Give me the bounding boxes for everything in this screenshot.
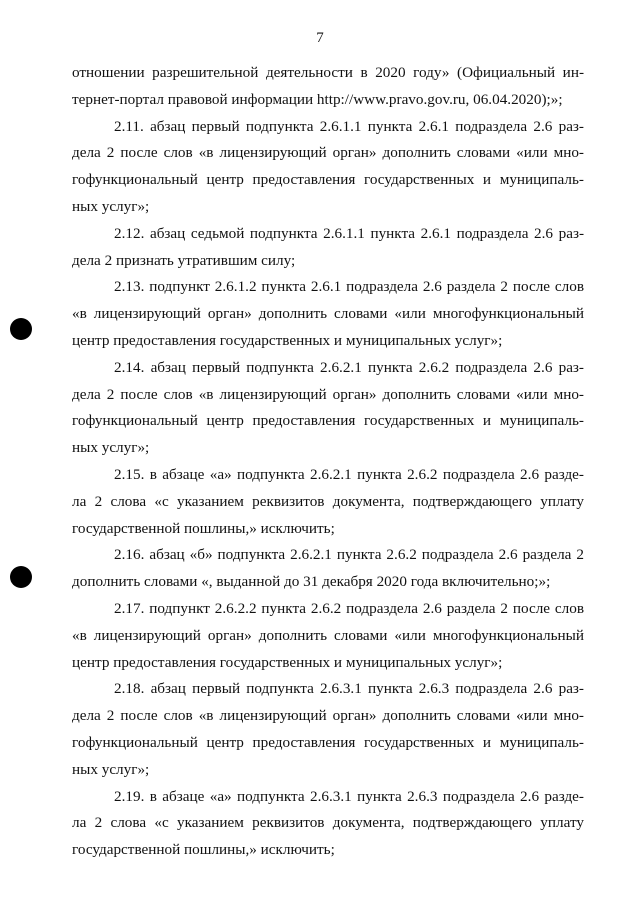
text-line: дела 2 после слов «в лицензирующий орган» дополнить словами «или мно- <box>72 707 584 725</box>
text-line: гофункциональный центр предоставления государственных и муниципаль- <box>72 733 584 751</box>
text-line: центр предоставления государственных и муниципальных услуг»; <box>72 331 503 349</box>
text-line: ла 2 слова «с указанием реквизитов документа, подтверждающего уплату <box>72 492 584 510</box>
document-body <box>72 60 584 864</box>
paragraph-first-line: 2.14. абзац первый подпункта 2.6.2.1 пункта 2.6.2 подраздела 2.6 раз- <box>114 358 584 376</box>
punch-hole <box>10 566 32 588</box>
text-line: ных услуг»; <box>72 197 150 215</box>
text-line: дополнить словами «, выданной до 31 декабря 2020 года включительно;»; <box>72 573 551 591</box>
text-line: ных услуг»; <box>72 760 150 778</box>
paragraph-first-line: 2.11. абзац первый подпункта 2.6.1.1 пункта 2.6.1 подраздела 2.6 раз- <box>114 117 584 135</box>
paragraph-first-line: 2.18. абзац первый подпункта 2.6.3.1 пункта 2.6.3 подраздела 2.6 раз- <box>114 680 584 698</box>
text-line: дела 2 после слов «в лицензирующий орган» дополнить словами «или мно- <box>72 144 584 162</box>
paragraph-first-line: 2.13. подпункт 2.6.1.2 пункта 2.6.1 подраздела 2.6 раздела 2 после слов <box>114 278 584 296</box>
paragraph-first-line: 2.16. абзац «б» подпункта 2.6.2.1 пункта 2.6.2 подраздела 2.6 раздела 2 <box>114 546 584 564</box>
text-line: ла 2 слова «с указанием реквизитов документа, подтверждающего уплату <box>72 814 584 832</box>
text-line: государственной пошлины,» исключить; <box>72 841 335 859</box>
punch-hole <box>10 318 32 340</box>
paragraph-first-line: 2.19. в абзаце «а» подпункта 2.6.3.1 пункта 2.6.3 подраздела 2.6 разде- <box>114 787 584 805</box>
text-line: дела 2 после слов «в лицензирующий орган» дополнить словами «или мно- <box>72 385 584 403</box>
text-line: гофункциональный центр предоставления государственных и муниципаль- <box>72 171 584 189</box>
text-line: тернет-портал правовой информации http://www.pravo.gov.ru, 06.04.2020);»; <box>72 90 563 108</box>
text-line: «в лицензирующий орган» дополнить словами «или многофункциональный <box>72 305 584 323</box>
text-line: ных услуг»; <box>72 439 150 457</box>
page-number: 7 <box>316 30 324 46</box>
paragraph-first-line: 2.15. в абзаце «а» подпункта 2.6.2.1 пункта 2.6.2 подраздела 2.6 разде- <box>114 465 584 483</box>
text-line: государственной пошлины,» исключить; <box>72 519 335 537</box>
text-line: дела 2 признать утратившим силу; <box>72 251 296 269</box>
text-line: гофункциональный центр предоставления государственных и муниципаль- <box>72 412 584 430</box>
paragraph-first-line: 2.12. абзац седьмой подпункта 2.6.1.1 пункта 2.6.1 подраздела 2.6 раз- <box>114 224 584 242</box>
text-line: «в лицензирующий орган» дополнить словами «или многофункциональный <box>72 626 584 644</box>
text-line: отношении разрешительной деятельности в 2020 году» (Официальный ин- <box>72 64 584 81</box>
paragraph-first-line: 2.17. подпункт 2.6.2.2 пункта 2.6.2 подраздела 2.6 раздела 2 после слов <box>114 599 584 617</box>
text-line: центр предоставления государственных и муниципальных услуг»; <box>72 653 503 671</box>
